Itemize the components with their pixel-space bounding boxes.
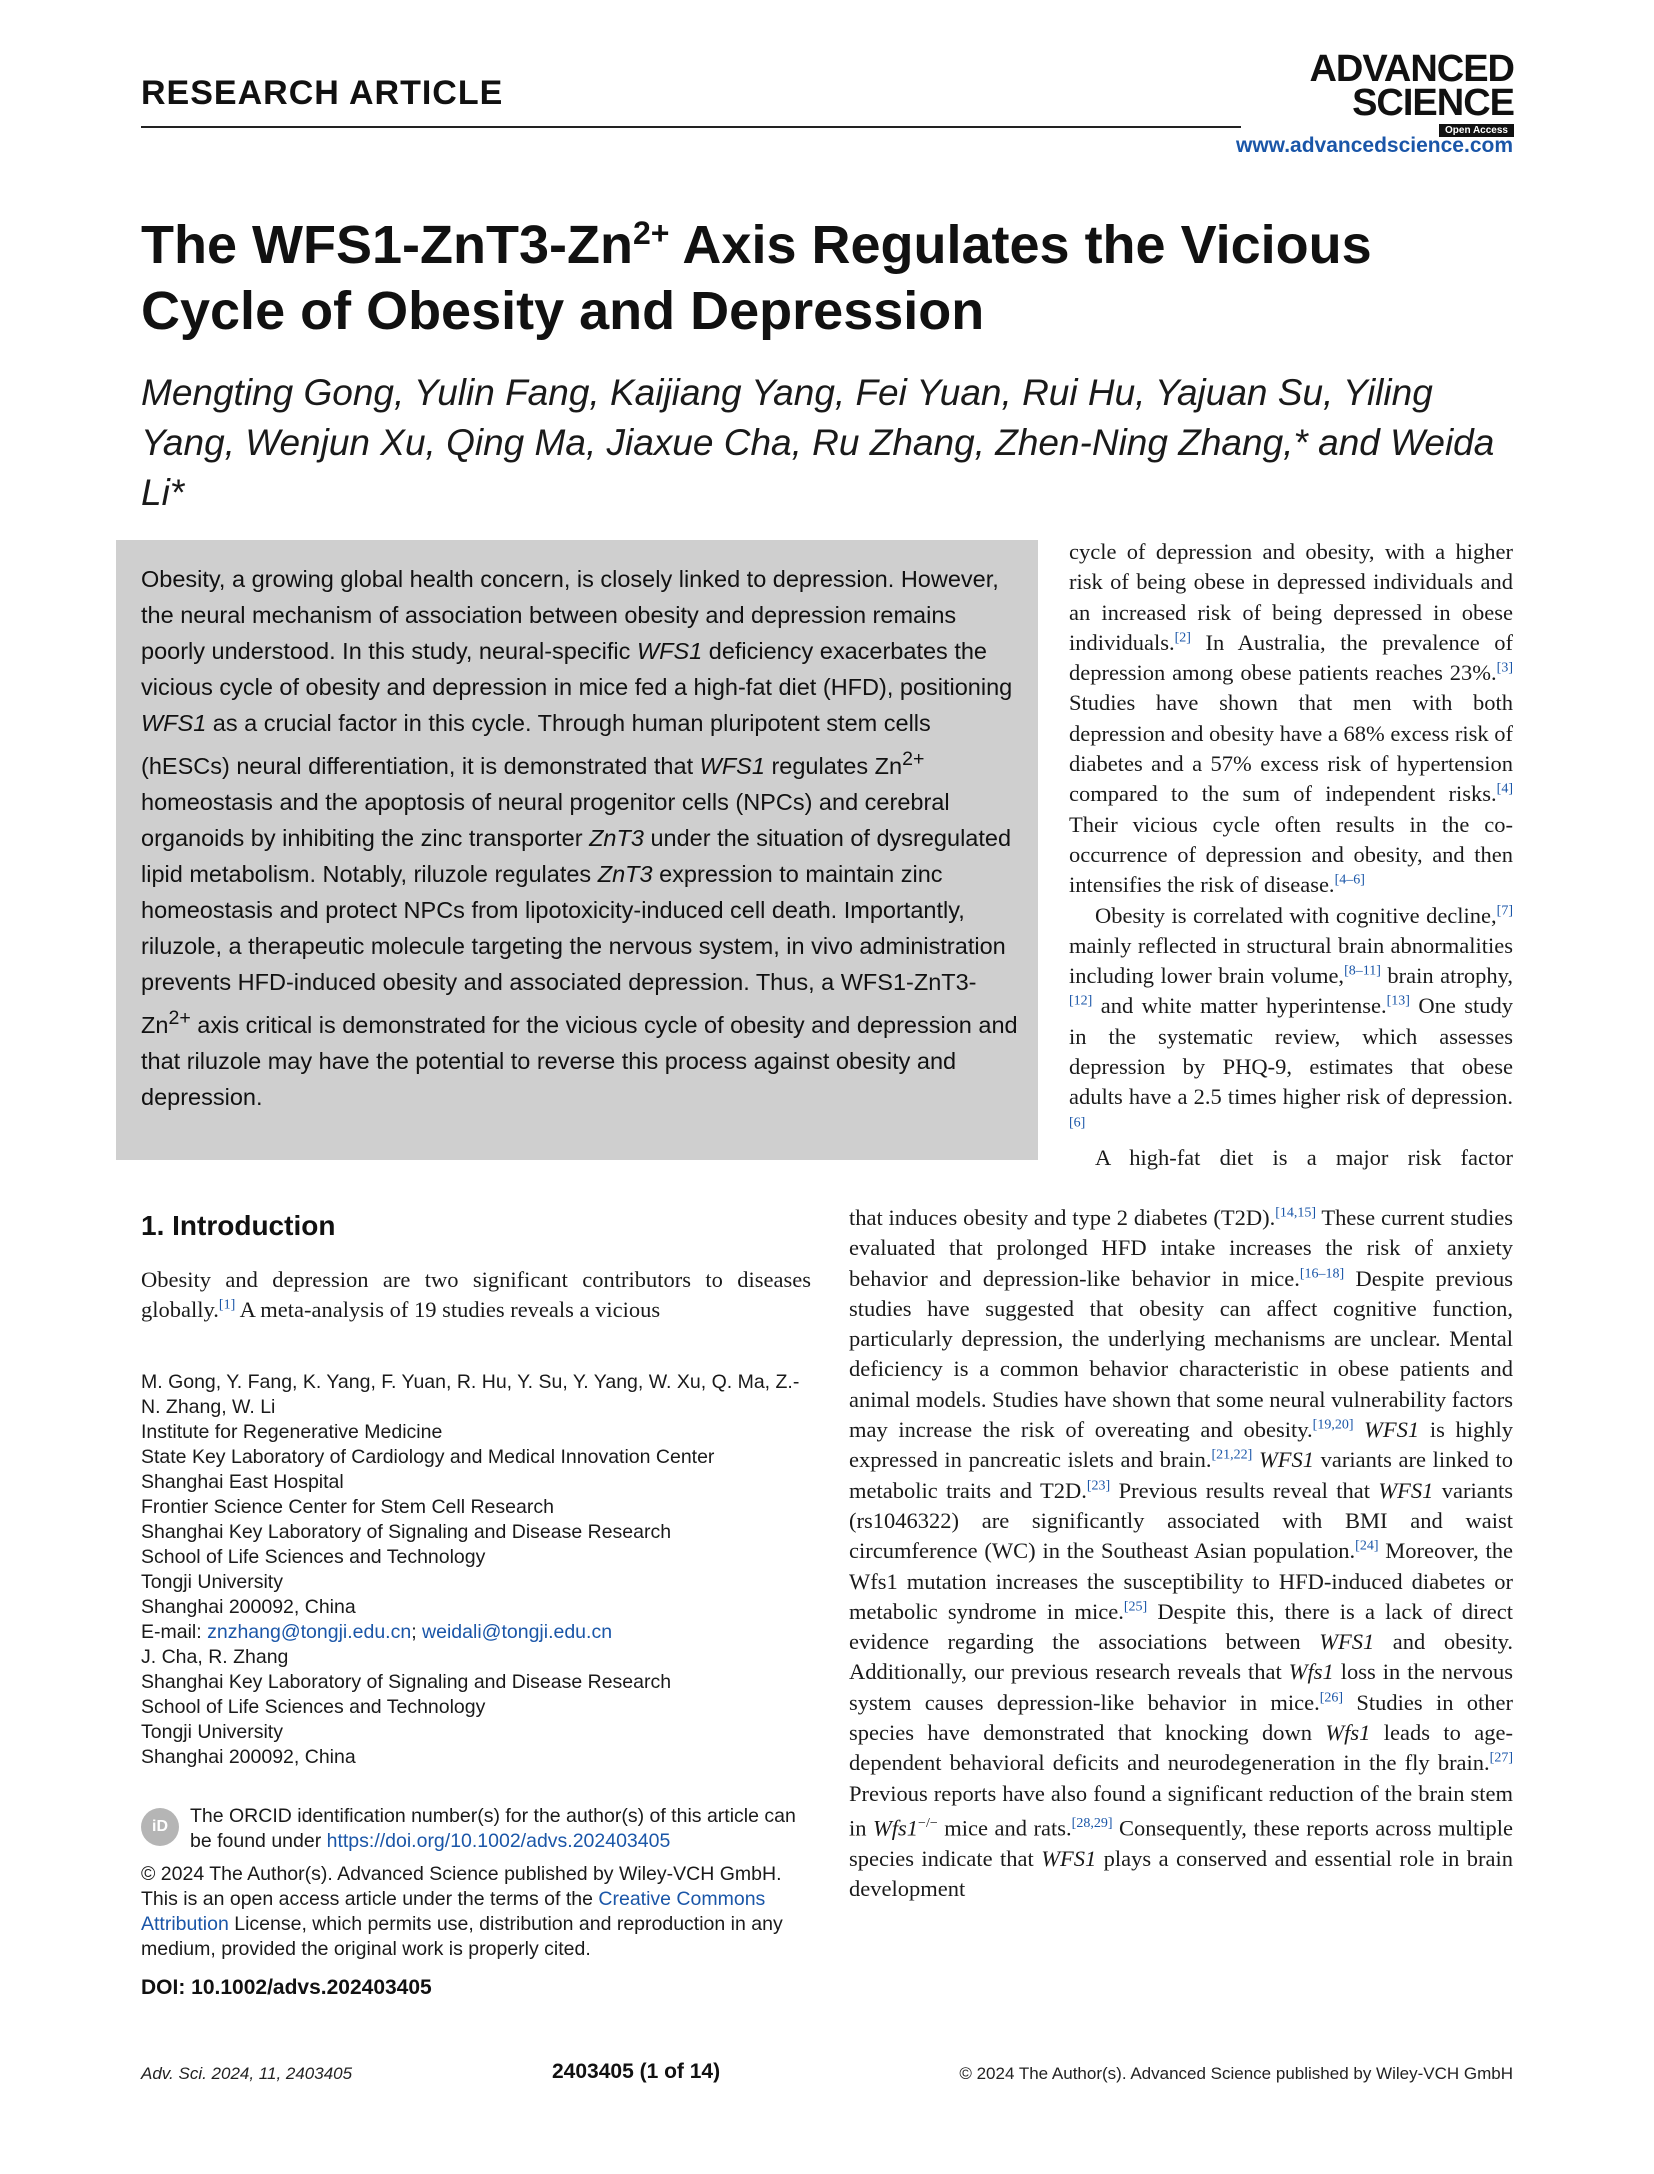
citation-link[interactable]: [2] (1174, 630, 1191, 646)
citation-link[interactable]: [24] (1355, 1538, 1379, 1554)
body-text: leads to age-dependent behavioral deficits and neurodegeneration in the fly brain. (849, 1720, 1513, 1776)
body-text: These current studies evaluated that prolonged HFD intake increases the risk of anxiety behavior and depression-like behavior in mice. (849, 1205, 1513, 1291)
body-text: Moreover, the Wfs1 mutation increases the susceptibility to HFD-induced diabetes or metabolic syndrome in mice. (849, 1538, 1513, 1624)
logo-line-1: ADVANCED (1309, 48, 1514, 90)
abstract-seg: Obesity, a growing global health concern, is closely linked to depression. However, the neural mechanism of association between obesity and depression remains poorly understood. In this study, neural-specific (141, 566, 999, 664)
gene-name: Wfs1 (1325, 1720, 1371, 1746)
abstract-seg: axis critical is demonstrated for the vicious cycle of obesity and depression and that riluzole may have the potential to reverse this process against obesity and depression. (141, 1011, 1018, 1110)
footer-copyright: © 2024 The Author(s). Advanced Science published by Wiley-VCH GmbH (959, 2064, 1513, 2083)
affiliation-line: J. Cha, R. Zhang (141, 1646, 289, 1668)
affiliation-group-2 (141, 1645, 801, 1770)
body-text: and obesity. Additionally, our previous research reveals that (849, 1629, 1513, 1685)
license-text: © 2024 The Author(s). Advanced Science published by Wiley-VCH GmbH. This is an open access article under the terms of the (141, 1863, 782, 1910)
affiliation-group-1 (141, 1370, 801, 1620)
abstract-seg: under the situation of dysregulated lipid metabolism. Notably, riluzole regulates (141, 824, 1012, 887)
article-title (141, 200, 1521, 344)
gene-name: ZnT3 (589, 824, 644, 851)
body-text: A meta-analysis of 19 studies reveals a vicious (235, 1297, 661, 1323)
citation-link[interactable]: [21,22] (1211, 1447, 1253, 1463)
orcid-icon: iD (141, 1808, 179, 1846)
body-text: and white matter hyperintense. (1092, 993, 1387, 1019)
email-link[interactable]: znzhang@tongji.edu.cn (207, 1621, 412, 1643)
superscript: 2+ (902, 748, 925, 770)
citation-link[interactable]: [19,20] (1312, 1417, 1354, 1433)
affiliation-line: Tongji University (141, 1721, 283, 1743)
affiliation-line: Shanghai Key Laboratory of Signaling and Disease Research (141, 1671, 672, 1693)
body-text: Despite this, there is a lack of direct evidence regarding the associations between (849, 1598, 1513, 1655)
citation-link[interactable]: [23] (1086, 1478, 1111, 1494)
body-text: mice and rats. (937, 1815, 1072, 1841)
body-text: Consequently, these reports across multiple species indicate that (849, 1815, 1513, 1871)
body-text: brain atrophy, (1380, 963, 1513, 989)
abstract-seg: as a crucial factor in this cycle. Through human pluripotent stem cells (hESCs) neural differentiation, it is demonstrated that (141, 710, 931, 779)
right-column-top (1069, 537, 1513, 1173)
section-label: RESEARCH ARTICLE (141, 74, 504, 112)
body-text: plays a conserved and essential role in brain development (849, 1845, 1513, 1902)
gene-name: ZnT3 (597, 860, 653, 887)
body-text: In Australia, the prevalence of depression among obese patients reaches 23%. (1069, 629, 1513, 686)
page-number: 2403405 (1 of 14) (552, 2060, 721, 2083)
affiliation-line: Shanghai East Hospital (141, 1471, 344, 1493)
paragraph (1069, 1143, 1513, 1173)
paragraph (1069, 901, 1513, 1143)
author-list: Mengting Gong, Yulin Fang, Kaijiang Yang, Fei Yuan, Rui Hu, Yajuan Su, Yiling Yang, Wenjun Xu, Qing Ma, Jiaxue Cha, Ru Zhang, Zhen-Ning Zhang,* and Weida Li* (141, 372, 1495, 513)
citation-link[interactable]: [27] (1489, 1750, 1513, 1766)
gene-name: WFS1 (1319, 1629, 1375, 1655)
body-text: loss in the nervous system causes depression-like behavior in mice. (849, 1659, 1513, 1715)
body-text: Their vicious cycle often results in the co-occurrence of depression and obesity, and then intensifies the risk of disease. (1069, 811, 1513, 898)
affiliation-line: Frontier Science Center for Stem Cell Research (141, 1496, 554, 1518)
intro-paragraph (141, 1265, 811, 1326)
footer-citation: Adv. Sci. 2024, 11, 2403405 (141, 2064, 353, 2083)
affiliation-line: Shanghai Key Laboratory of Signaling and Disease Research (141, 1521, 672, 1543)
license-link[interactable]: Creative Commons Attribution (141, 1888, 766, 1935)
gene-name: WFS1 (699, 752, 765, 779)
open-access-badge: Open Access (1439, 124, 1514, 137)
affiliation-line: Shanghai 200092, China (141, 1746, 356, 1768)
superscript: 2+ (168, 1006, 191, 1029)
body-text: Studies have shown that men with both depression and obesity have a 68% excess risk of diabetes and a 57% excess risk of hypertension compared to the sum of independent risks. (1069, 690, 1513, 807)
title-part-2: Axis Regulates the Vicious Cycle of Obesity and Depression (141, 215, 1372, 341)
orcid-link[interactable]: https://doi.org/10.1002/advs.202403405 (326, 1830, 671, 1852)
genotype-superscript: −/− (918, 1815, 938, 1831)
gene-name: WFS1 (1258, 1447, 1314, 1473)
paragraph (849, 1203, 1513, 1904)
citation-link[interactable]: [4–6] (1334, 872, 1365, 888)
body-text: Despite previous studies have suggested that obesity can affect cognitive function, particularly depression, the underlying mechanisms are unclear. Mental deficiency is a common behavior characteristic in obese patients and animal models. Studies have shown that some neural vulnerability factors may increase the risk of overeating and obesity. (849, 1265, 1514, 1443)
body-text: that induces obesity and type 2 diabetes (T2D). (849, 1205, 1276, 1230)
affiliation-line: Institute for Regenerative Medicine (141, 1421, 443, 1443)
gene-name: WFS1 (1378, 1477, 1434, 1503)
email-label: E-mail: (141, 1621, 208, 1643)
section-heading: 1. Introduction (141, 1210, 336, 1241)
citation-link[interactable]: [26] (1319, 1690, 1344, 1706)
body-text: Obesity and depression are two significant contributors to diseases globally. (141, 1267, 811, 1323)
citation-link[interactable]: [3] (1496, 660, 1513, 676)
email-link[interactable]: weidali@tongji.edu.cn (422, 1621, 613, 1643)
journal-website-link[interactable]: www.advancedscience.com (1235, 134, 1513, 157)
email-line (141, 1620, 801, 1645)
right-column-bottom (849, 1203, 1513, 1904)
citation-link[interactable]: [13] (1386, 993, 1410, 1009)
gene-name: Wfs1 (1288, 1659, 1334, 1685)
body-text: variants (rs1046322) are significantly associated with BMI and waist circumference (WC) in the Southeast Asian population. (849, 1477, 1513, 1564)
affiliation-line: State Key Laboratory of Cardiology and Medical Innovation Center (141, 1446, 715, 1468)
gene-name: WFS1 (1364, 1417, 1420, 1443)
abstract-seg: expression to maintain zinc homeostasis and protect NPCs from lipotoxicity-induced cell death. Importantly, riluzole, a therapeutic molecule targeting the nervous system, in vivo administration prevents HFD-induced obesity and associated depression. Thus, a WFS1-ZnT3-Zn (141, 860, 1006, 1038)
citation-link[interactable]: [14,15] (1275, 1205, 1317, 1221)
affiliation-line: Shanghai 200092, China (141, 1596, 356, 1618)
citation-link[interactable]: [25] (1123, 1599, 1148, 1615)
citation-link[interactable]: [8–11] (1344, 963, 1381, 979)
body-text: Previous results reveal that (1110, 1477, 1379, 1503)
body-text: mainly reflected in structural brain abnormalities including lower brain volume, (1069, 932, 1513, 989)
license-note (141, 1862, 811, 1962)
gene-name: WFS1 (636, 638, 703, 664)
body-text: Obesity is correlated with cognitive decline, (1095, 902, 1497, 928)
abstract-seg: regulates Zn (764, 752, 903, 779)
citation-link[interactable]: [6] (1069, 1115, 1086, 1131)
license-text: License, which permits use, distribution and reproduction in any medium, provided the original work is properly cited. (141, 1913, 783, 1960)
citation-link[interactable]: [16–18] (1299, 1266, 1345, 1282)
citation-link[interactable]: [1] (218, 1297, 236, 1313)
affiliation-line: Tongji University (141, 1571, 283, 1593)
title-part-1: The WFS1-ZnT3-Zn (141, 215, 633, 275)
citation-link[interactable]: [28,29] (1071, 1815, 1113, 1831)
orcid-note (190, 1804, 810, 1854)
affiliation-line: M. Gong, Y. Fang, K. Yang, F. Yuan, R. Hu, Y. Su, Y. Yang, W. Xu, Q. Ma, Z.-N. Zhang, W. Li (141, 1371, 800, 1418)
abstract-seg: homeostasis and the apoptosis of neural progenitor cells (NPCs) and cerebral organoids by inhibiting the zinc transporter (141, 788, 950, 851)
affiliations (141, 1370, 801, 1770)
citation-link[interactable]: [4] (1496, 781, 1513, 797)
abstract-text (141, 561, 1021, 1115)
body-text: cycle of depression and obesity, with a higher risk of being obese in depressed individuals and an increased risk of being depressed in obese individuals. (1069, 539, 1513, 655)
email-separator: ; (411, 1621, 423, 1643)
citation-link[interactable]: [12] (1069, 993, 1093, 1009)
body-text: Previous reports have also found a significant reduction of the brain stem in (849, 1780, 1513, 1841)
header-rule (141, 126, 1241, 128)
citation-link[interactable]: [7] (1496, 903, 1513, 919)
body-text: is highly expressed in pancreatic islets and brain. (849, 1417, 1514, 1473)
orcid-text: The ORCID identification number(s) for the author(s) of this article can be found under (190, 1805, 796, 1852)
gene-name: WFS1 (141, 710, 207, 736)
paragraph (1069, 537, 1513, 901)
affiliation-line: School of Life Sciences and Technology (141, 1546, 486, 1568)
gene-name: WFS1 (1041, 1845, 1097, 1871)
title-superscript: 2+ (632, 215, 670, 251)
gene-name: Wfs1 (873, 1815, 919, 1841)
body-text: variants are linked to metabolic traits and T2D. (849, 1447, 1513, 1503)
abstract-seg: deficiency exacerbates the vicious cycle of obesity and depression in mice fed a high-fat diet (HFD), positioning (141, 638, 1013, 700)
body-text: One study in the systematic review, which assesses depression by PHQ-9, estimates that obese adults have a 2.5 times higher risk of depression. (1069, 993, 1514, 1110)
paragraph (141, 1265, 811, 1326)
body-text: Studies in other species have demonstrated that knocking down (849, 1689, 1513, 1746)
body-text: A high-fat diet is a major risk factor (1095, 1144, 1513, 1170)
logo-line-2: SCIENCE (1352, 82, 1514, 124)
journal-logo (1304, 48, 1514, 138)
affiliation-line: School of Life Sciences and Technology (141, 1696, 486, 1718)
article-doi: DOI: 10.1002/advs.202403405 (141, 1976, 432, 1999)
